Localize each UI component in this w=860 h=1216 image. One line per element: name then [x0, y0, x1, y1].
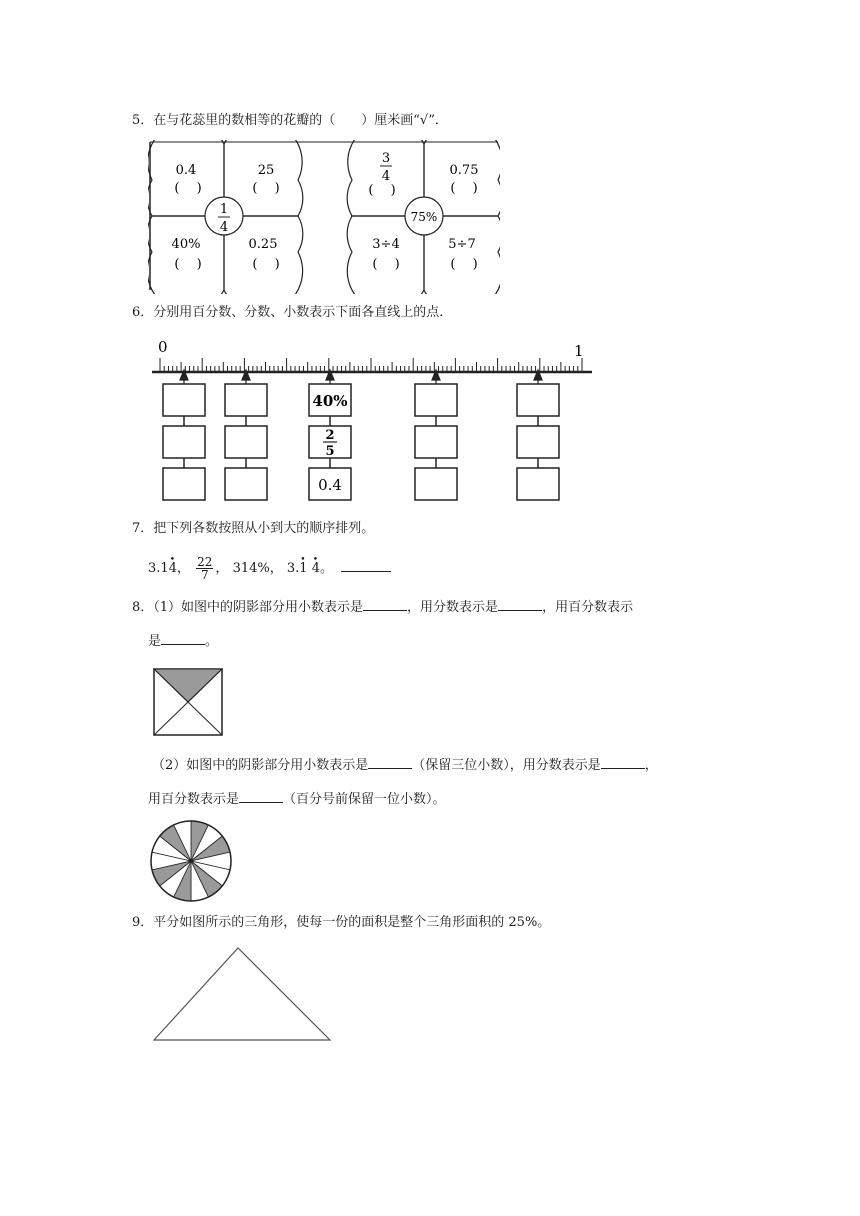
flower1-petal-2: 25: [257, 163, 275, 178]
q8-part1-blank-fraction[interactable]: [498, 598, 542, 611]
q8-part1-text-d: 是: [148, 634, 162, 649]
flower2-paren-4[interactable]: ( ): [450, 257, 478, 272]
flower1-petal-3: 40%: [171, 237, 201, 252]
q7-item2-num: 22: [197, 555, 213, 569]
q7-item3: 314%，: [232, 561, 283, 576]
q8-part2-text-c: ，: [644, 758, 658, 773]
q6-number-line-figure: [150, 336, 596, 508]
q7-item4-rep2: • 4: [312, 557, 320, 581]
q8-part1-text-e: 。: [205, 634, 219, 649]
number-line-end-label: 1: [574, 342, 584, 360]
flower1-center-num: 1: [219, 202, 229, 217]
flower1-paren-4[interactable]: ( ): [252, 257, 280, 272]
q7-item1-prefix: 3.1: [148, 561, 169, 576]
flower2-paren-3[interactable]: ( ): [372, 257, 400, 272]
answer-box: [225, 384, 267, 416]
q9-text: 9．平分如图所示的三角形，使每一份的面积是整个三角形面积的 25%。: [132, 915, 551, 930]
q8-circle-figure: [148, 818, 234, 904]
answer-box: [225, 468, 267, 500]
q5-flower-figure: [148, 140, 500, 294]
flower2-paren-2[interactable]: ( ): [450, 181, 478, 196]
q8-part2-blank-fraction[interactable]: [601, 756, 645, 769]
flower2-frac-num: 3: [381, 151, 391, 166]
q8-part1-blank-percent[interactable]: [161, 632, 205, 645]
answer-box: [415, 468, 457, 500]
answer-box: [415, 426, 457, 458]
q7-item2-den: 7: [200, 568, 209, 582]
given-decimal: 0.4: [318, 476, 342, 494]
answer-box: [415, 384, 457, 416]
q8-part1-blank-decimal[interactable]: [363, 598, 407, 611]
q9-triangle-figure: [150, 944, 334, 1044]
q6-text: 6．分别用百分数、分数、小数表示下面各直线上的点．: [132, 305, 453, 320]
answer-box: [163, 384, 205, 416]
q7-text: 7．把下列各数按照从小到大的顺序排列。: [132, 521, 375, 536]
flower1-paren-3[interactable]: ( ): [174, 257, 202, 272]
given-percent: 40%: [312, 392, 348, 410]
q7-answer-blank[interactable]: [341, 559, 391, 572]
flower1-paren-2[interactable]: ( ): [252, 181, 280, 196]
q8-square-figure: [152, 667, 224, 737]
q5-text: 5．在与花蕊里的数相等的花瓣的（ ）厘米画“√”．: [132, 113, 448, 128]
q7-item4-end: 。: [319, 561, 333, 576]
q7-item2-fraction: [196, 556, 213, 581]
q8-part2-text-a: （2）如图中的阴影部分用小数表示是: [152, 758, 369, 773]
q8-part1-line1: [132, 598, 633, 617]
q7-sep2: ，: [215, 561, 229, 576]
answer-box: [163, 426, 205, 458]
flower2-petal-4: 5÷7: [448, 237, 476, 252]
q7-sep1: ，: [176, 561, 190, 576]
answer-box: [517, 426, 559, 458]
answer-box: [517, 468, 559, 500]
flower1-center-den: 4: [219, 220, 229, 235]
q8-part2-text-e: （百分号前保留一位小数）。: [283, 792, 446, 807]
q7-item4-prefix: 3.: [286, 561, 300, 576]
q8-part2-line1: [152, 756, 658, 775]
flower2-petal-3: 3÷4: [372, 237, 400, 252]
q8-part1-text-c: ，用百分数表示: [542, 600, 634, 615]
flower1-petal-1: 0.4: [175, 163, 197, 178]
q7-item4-rep1: • 1: [299, 557, 307, 581]
q8-part1-text-b: ，用分数表示是: [407, 600, 499, 615]
given-frac-num: 2: [325, 428, 335, 443]
flower2-paren-1[interactable]: ( ): [368, 183, 396, 198]
q8-part2-text-d: 用百分数表示是: [148, 792, 240, 807]
answer-box: [225, 426, 267, 458]
answer-box: [517, 384, 559, 416]
flower1-petal-4: 0.25: [248, 237, 278, 252]
flower1-paren-1[interactable]: ( ): [174, 181, 202, 196]
flower2-center: 75%: [410, 210, 438, 224]
triangle: [154, 948, 330, 1040]
q7-item1-rep: • 4: [169, 557, 177, 581]
flower2-petal-2: 0.75: [449, 163, 479, 178]
flower2-frac-den: 4: [381, 169, 391, 184]
given-frac-den: 5: [325, 444, 335, 459]
number-line-start-label: 0: [158, 338, 168, 356]
q8-part1-text-a: 8．（1）如图中的阴影部分用小数表示是: [132, 600, 364, 615]
answer-box: [163, 468, 205, 500]
q8-part2-text-b: （保留三位小数），用分数表示是: [412, 758, 601, 773]
q8-part2-blank-percent[interactable]: [239, 790, 283, 803]
q8-part2-blank-decimal[interactable]: [368, 756, 412, 769]
q8-part2-line2: [148, 790, 446, 809]
q7-numbers: [148, 556, 391, 581]
q8-part1-line2: [148, 632, 218, 651]
